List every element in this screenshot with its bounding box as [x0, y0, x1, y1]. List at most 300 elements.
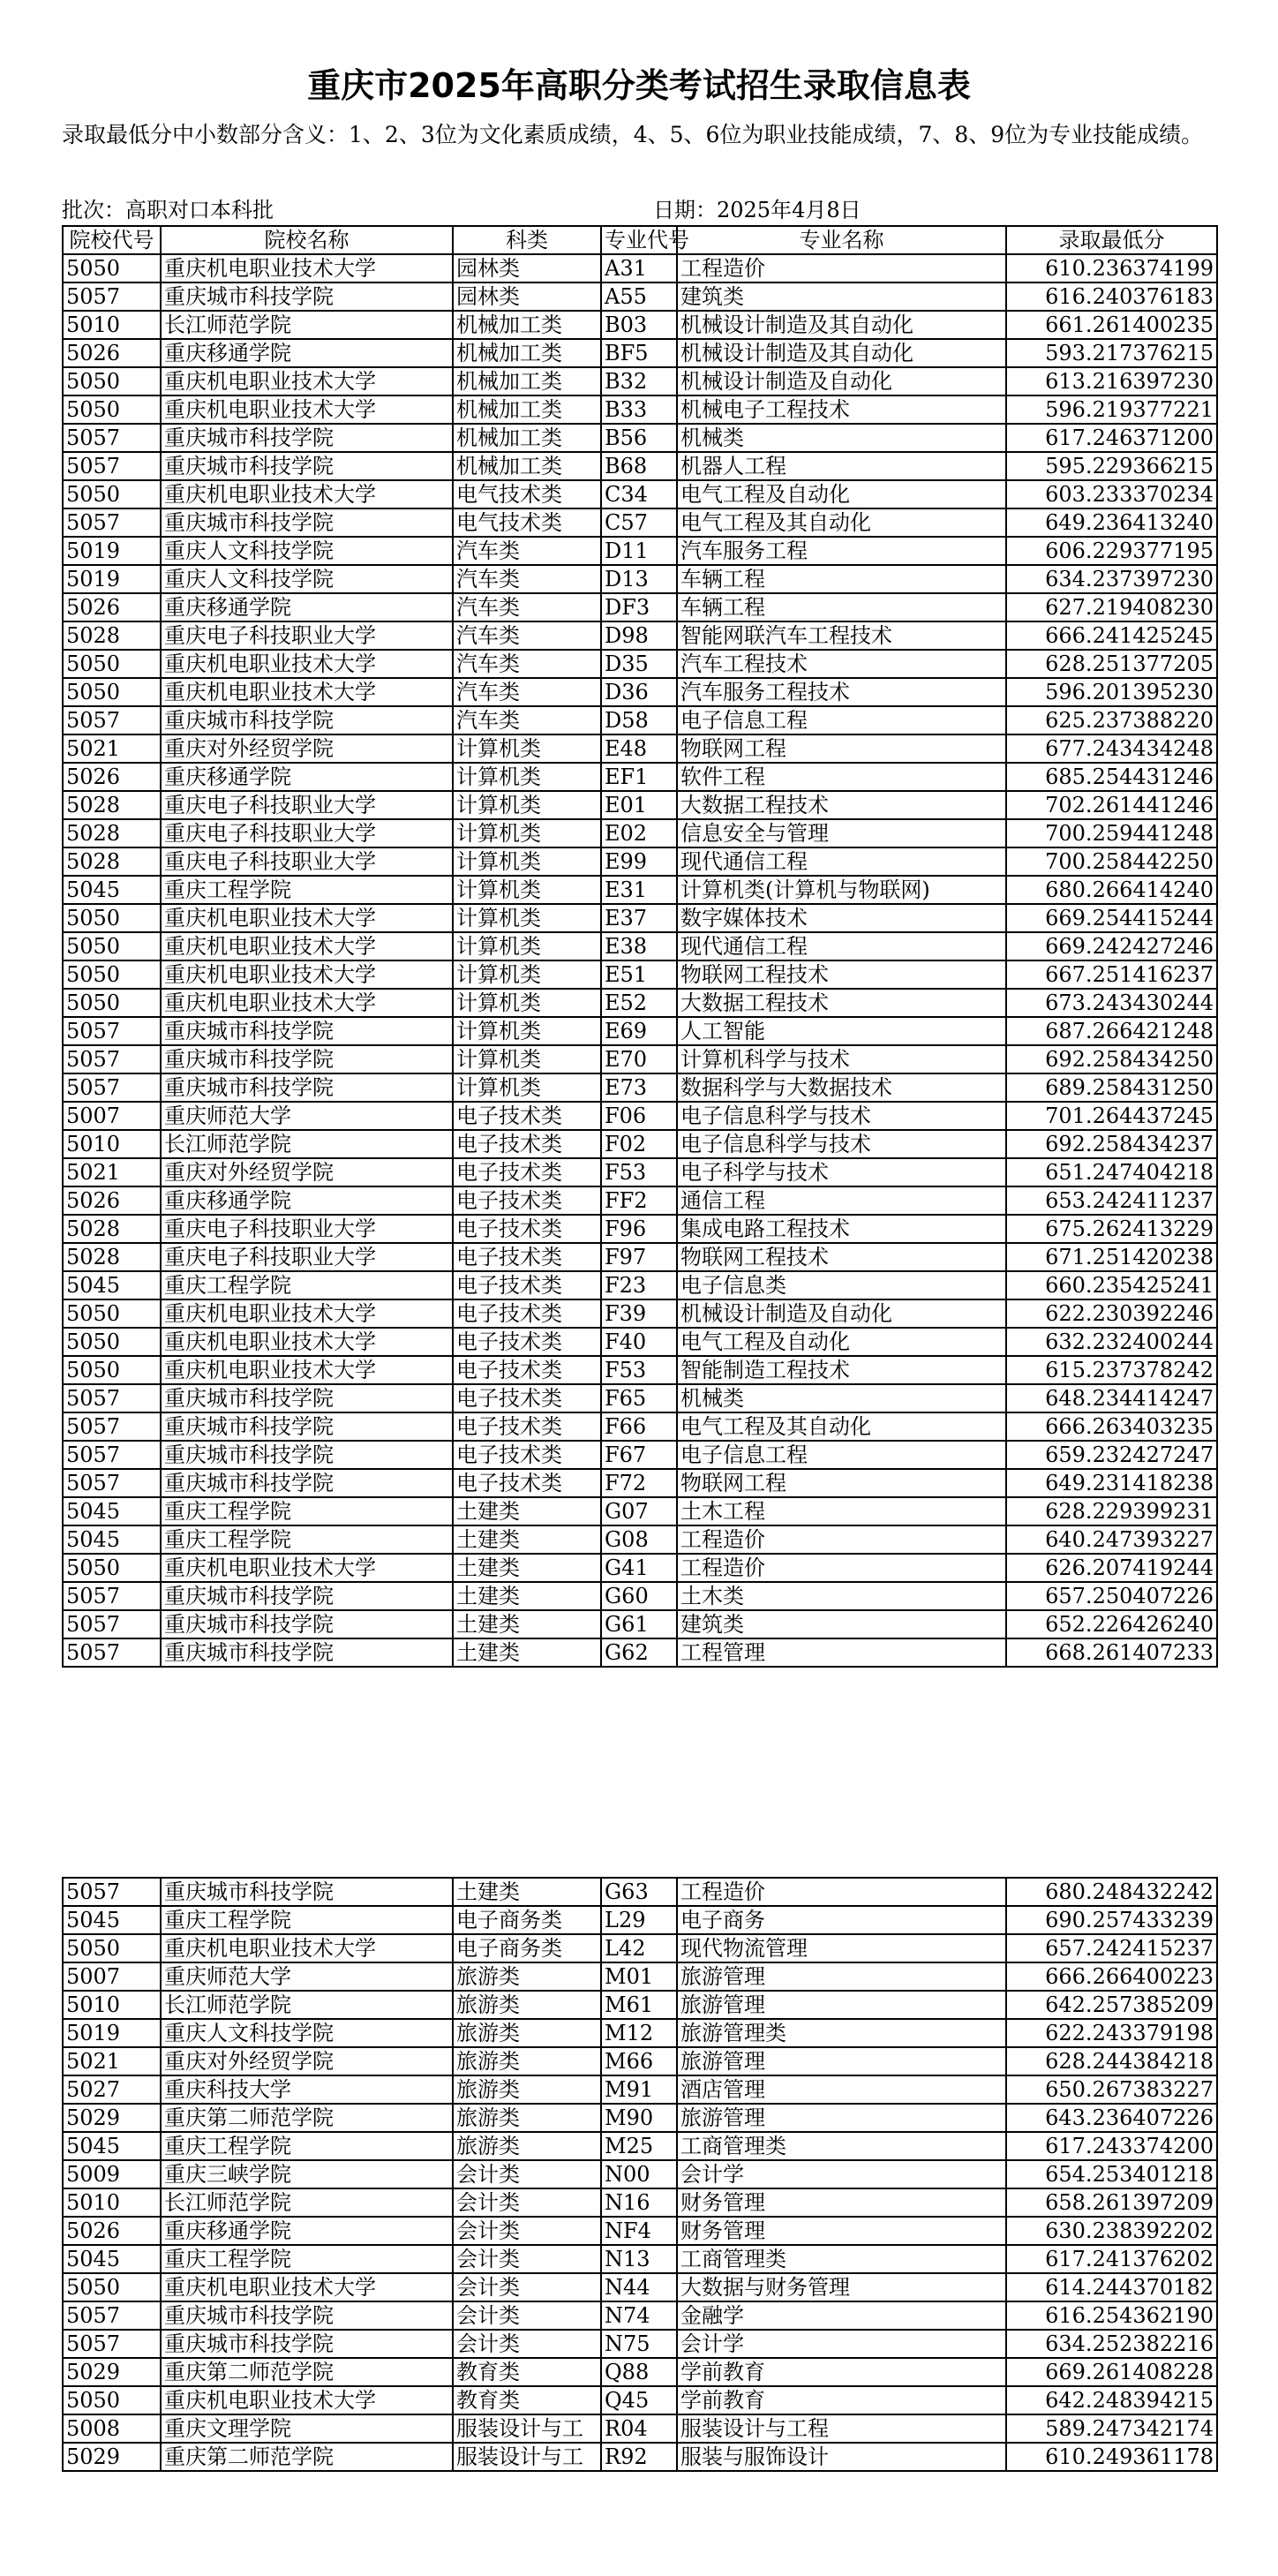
- table-row: [63, 508, 1217, 537]
- cell-school-name: 重庆城市科技学院: [161, 452, 453, 480]
- table-row: [63, 2160, 1217, 2188]
- cell-school-name: 重庆第二师范学院: [161, 2104, 453, 2132]
- cell-school-name: 重庆师范大学: [161, 1102, 453, 1130]
- cell-major-code: G08: [601, 1525, 677, 1554]
- table-row: [63, 1328, 1217, 1356]
- cell-major-name: 旅游管理: [677, 2047, 1006, 2075]
- cell-major-code: M91: [601, 2075, 677, 2104]
- cell-school-code: 5057: [63, 2330, 161, 2358]
- cell-school-name: 重庆机电职业技术大学: [161, 254, 453, 282]
- table-row: [63, 2132, 1217, 2160]
- table-row: [63, 2358, 1217, 2386]
- cell-school-name: 重庆机电职业技术大学: [161, 1328, 453, 1356]
- cell-school-code: 5028: [63, 1215, 161, 1243]
- table-row: [63, 1441, 1217, 1469]
- cell-major-code: E01: [601, 791, 677, 819]
- cell-major-code: G07: [601, 1497, 677, 1525]
- table-row: [63, 1102, 1217, 1130]
- cell-min-score: 603.233370234: [1006, 480, 1217, 508]
- cell-school-name: 重庆城市科技学院: [161, 1412, 453, 1441]
- cell-category: 园林类: [453, 254, 601, 282]
- batch-label: 批次：高职对口本科批: [62, 198, 274, 222]
- cell-min-score: 593.217376215: [1006, 339, 1217, 367]
- cell-school-code: 5050: [63, 678, 161, 706]
- cell-min-score: 700.258442250: [1006, 847, 1217, 876]
- cell-school-name: 重庆工程学院: [161, 1271, 453, 1299]
- cell-school-code: 5008: [63, 2414, 161, 2443]
- cell-school-name: 重庆文理学院: [161, 2414, 453, 2443]
- cell-school-name: 重庆移通学院: [161, 1186, 453, 1215]
- table-row: [63, 1962, 1217, 1991]
- cell-min-score: 630.238392202: [1006, 2217, 1217, 2245]
- cell-school-code: 5028: [63, 847, 161, 876]
- table-row: [63, 1271, 1217, 1299]
- cell-category: 计算机类: [453, 904, 601, 932]
- cell-major-code: C34: [601, 480, 677, 508]
- page-title: 重庆市2025年高职分类考试招生录取信息表: [307, 66, 971, 105]
- cell-category: 旅游类: [453, 2104, 601, 2132]
- cell-major-code: EF1: [601, 763, 677, 791]
- cell-category: 电子商务类: [453, 1934, 601, 1962]
- cell-school-code: 5057: [63, 1384, 161, 1412]
- cell-major-code: N13: [601, 2245, 677, 2273]
- table-row: [63, 621, 1217, 650]
- cell-major-name: 会计学: [677, 2330, 1006, 2358]
- cell-min-score: 657.250407226: [1006, 1582, 1217, 1610]
- cell-major-name: 工程造价: [677, 254, 1006, 282]
- cell-school-name: 重庆机电职业技术大学: [161, 960, 453, 989]
- cell-school-name: 重庆机电职业技术大学: [161, 904, 453, 932]
- table-row: [63, 2047, 1217, 2075]
- cell-school-code: 5057: [63, 1045, 161, 1073]
- table-row: [63, 1582, 1217, 1610]
- table-row: [63, 2104, 1217, 2132]
- cell-category: 机械加工类: [453, 452, 601, 480]
- cell-min-score: 622.230392246: [1006, 1299, 1217, 1328]
- cell-category: 电子技术类: [453, 1469, 601, 1497]
- table-row: [63, 2414, 1217, 2443]
- cell-major-name: 集成电路工程技术: [677, 1215, 1006, 1243]
- cell-major-name: 旅游管理: [677, 1991, 1006, 2019]
- col-header-major-code: 专业代号: [601, 226, 677, 254]
- cell-major-code: DF3: [601, 593, 677, 621]
- cell-min-score: 653.242411237: [1006, 1186, 1217, 1215]
- cell-school-name: 重庆城市科技学院: [161, 2301, 453, 2330]
- cell-school-name: 重庆工程学院: [161, 1497, 453, 1525]
- cell-major-code: Q88: [601, 2358, 677, 2386]
- table-row: [63, 2217, 1217, 2245]
- cell-school-name: 重庆电子科技职业大学: [161, 621, 453, 650]
- cell-school-code: 5045: [63, 2132, 161, 2160]
- cell-school-code: 5050: [63, 480, 161, 508]
- cell-school-code: 5010: [63, 1130, 161, 1158]
- cell-major-name: 机械设计制造及自动化: [677, 367, 1006, 395]
- table-row: [63, 1017, 1217, 1045]
- table-row: [63, 1525, 1217, 1554]
- table-row: [63, 452, 1217, 480]
- cell-major-name: 通信工程: [677, 1186, 1006, 1215]
- cell-min-score: 634.237397230: [1006, 565, 1217, 593]
- cell-min-score: 648.234414247: [1006, 1384, 1217, 1412]
- table-row: [63, 2075, 1217, 2104]
- cell-min-score: 628.244384218: [1006, 2047, 1217, 2075]
- cell-major-code: G61: [601, 1610, 677, 1638]
- cell-school-code: 5050: [63, 254, 161, 282]
- cell-major-code: F67: [601, 1441, 677, 1469]
- cell-major-code: M90: [601, 2104, 677, 2132]
- cell-school-code: 5045: [63, 1525, 161, 1554]
- cell-school-name: 重庆人文科技学院: [161, 565, 453, 593]
- cell-major-name: 旅游管理类: [677, 2019, 1006, 2047]
- table-row: [63, 282, 1217, 311]
- col-header-category: 科类: [453, 226, 601, 254]
- cell-min-score: 628.229399231: [1006, 1497, 1217, 1525]
- cell-major-code: E38: [601, 932, 677, 960]
- cell-min-score: 657.242415237: [1006, 1934, 1217, 1962]
- cell-school-code: 5028: [63, 791, 161, 819]
- cell-school-code: 5010: [63, 1991, 161, 2019]
- cell-major-code: D35: [601, 650, 677, 678]
- cell-min-score: 627.219408230: [1006, 593, 1217, 621]
- cell-category: 电子技术类: [453, 1356, 601, 1384]
- cell-min-score: 685.254431246: [1006, 763, 1217, 791]
- cell-major-name: 机械设计制造及其自动化: [677, 339, 1006, 367]
- cell-min-score: 658.261397209: [1006, 2188, 1217, 2217]
- table-row: [63, 1991, 1217, 2019]
- cell-min-score: 595.229366215: [1006, 452, 1217, 480]
- cell-school-code: 5026: [63, 339, 161, 367]
- table-row: [63, 1215, 1217, 1243]
- cell-major-name: 电气工程及其自动化: [677, 1412, 1006, 1441]
- cell-min-score: 671.251420238: [1006, 1243, 1217, 1271]
- cell-school-code: 5026: [63, 2217, 161, 2245]
- cell-school-name: 长江师范学院: [161, 311, 453, 339]
- cell-major-code: R04: [601, 2414, 677, 2443]
- cell-category: 电子技术类: [453, 1328, 601, 1356]
- cell-min-score: 690.257433239: [1006, 1906, 1217, 1934]
- table-row: [63, 791, 1217, 819]
- cell-major-name: 软件工程: [677, 763, 1006, 791]
- table-row: [63, 339, 1217, 367]
- table-row: [63, 1878, 1217, 1906]
- cell-category: 汽车类: [453, 621, 601, 650]
- cell-min-score: 616.254362190: [1006, 2301, 1217, 2330]
- cell-category: 旅游类: [453, 2019, 601, 2047]
- cell-major-code: M12: [601, 2019, 677, 2047]
- cell-category: 土建类: [453, 1582, 601, 1610]
- cell-school-code: 5029: [63, 2443, 161, 2471]
- table-row: [63, 734, 1217, 763]
- cell-school-code: 5050: [63, 932, 161, 960]
- cell-school-name: 重庆机电职业技术大学: [161, 989, 453, 1017]
- cell-school-name: 重庆移通学院: [161, 593, 453, 621]
- cell-major-code: A55: [601, 282, 677, 311]
- cell-min-score: 669.254415244: [1006, 904, 1217, 932]
- table-row: [63, 254, 1217, 282]
- cell-major-name: 数字媒体技术: [677, 904, 1006, 932]
- cell-school-code: 5028: [63, 621, 161, 650]
- table-row: [63, 565, 1217, 593]
- cell-min-score: 692.258434250: [1006, 1045, 1217, 1073]
- cell-school-name: 重庆城市科技学院: [161, 1073, 453, 1102]
- cell-major-name: 旅游管理: [677, 2104, 1006, 2132]
- cell-major-code: E31: [601, 876, 677, 904]
- cell-major-name: 物联网工程技术: [677, 960, 1006, 989]
- table-row: [63, 2245, 1217, 2273]
- cell-category: 服装设计与工: [453, 2414, 601, 2443]
- cell-school-name: 重庆机电职业技术大学: [161, 480, 453, 508]
- cell-category: 土建类: [453, 1878, 601, 1906]
- admission-table-part1: [62, 225, 1218, 1668]
- cell-school-code: 5029: [63, 2358, 161, 2386]
- cell-school-name: 重庆机电职业技术大学: [161, 2386, 453, 2414]
- cell-school-name: 重庆电子科技职业大学: [161, 1243, 453, 1271]
- cell-major-name: 机械设计制造及自动化: [677, 1299, 1006, 1328]
- cell-school-code: 5007: [63, 1102, 161, 1130]
- cell-category: 机械加工类: [453, 311, 601, 339]
- cell-major-code: M66: [601, 2047, 677, 2075]
- cell-min-score: 617.243374200: [1006, 2132, 1217, 2160]
- cell-school-name: 重庆城市科技学院: [161, 706, 453, 734]
- cell-major-name: 信息安全与管理: [677, 819, 1006, 847]
- table-row: [63, 2301, 1217, 2330]
- cell-school-code: 5057: [63, 452, 161, 480]
- col-header-school-code: 院校代号: [63, 226, 161, 254]
- cell-min-score: 677.243434248: [1006, 734, 1217, 763]
- cell-major-name: 大数据工程技术: [677, 989, 1006, 1017]
- cell-category: 会计类: [453, 2301, 601, 2330]
- cell-major-code: D36: [601, 678, 677, 706]
- cell-major-name: 酒店管理: [677, 2075, 1006, 2104]
- table-row: [63, 1158, 1217, 1186]
- cell-school-name: 重庆城市科技学院: [161, 1045, 453, 1073]
- cell-category: 电子技术类: [453, 1186, 601, 1215]
- cell-major-name: 数据科学与大数据技术: [677, 1073, 1006, 1102]
- cell-min-score: 642.257385209: [1006, 1991, 1217, 2019]
- table-row: [63, 395, 1217, 424]
- cell-category: 会计类: [453, 2217, 601, 2245]
- table-row: [63, 819, 1217, 847]
- cell-school-code: 5057: [63, 1582, 161, 1610]
- cell-major-name: 现代物流管理: [677, 1934, 1006, 1962]
- cell-category: 土建类: [453, 1638, 601, 1667]
- cell-school-name: 重庆第二师范学院: [161, 2358, 453, 2386]
- cell-school-name: 长江师范学院: [161, 2188, 453, 2217]
- cell-min-score: 640.247393227: [1006, 1525, 1217, 1554]
- cell-school-name: 重庆电子科技职业大学: [161, 1215, 453, 1243]
- cell-major-code: B68: [601, 452, 677, 480]
- cell-school-code: 5028: [63, 819, 161, 847]
- table-row: [63, 960, 1217, 989]
- cell-major-code: M01: [601, 1962, 677, 1991]
- table-row: [63, 593, 1217, 621]
- cell-school-name: 重庆工程学院: [161, 2132, 453, 2160]
- table-row: [63, 650, 1217, 678]
- cell-school-code: 5057: [63, 1073, 161, 1102]
- cell-min-score: 617.241376202: [1006, 2245, 1217, 2273]
- cell-school-name: 重庆电子科技职业大学: [161, 819, 453, 847]
- cell-school-name: 重庆对外经贸学院: [161, 734, 453, 763]
- cell-major-code: F96: [601, 1215, 677, 1243]
- cell-school-code: 5050: [63, 2273, 161, 2301]
- cell-school-name: 长江师范学院: [161, 1991, 453, 2019]
- cell-school-code: 5045: [63, 1906, 161, 1934]
- cell-school-name: 重庆机电职业技术大学: [161, 932, 453, 960]
- cell-school-code: 5050: [63, 2386, 161, 2414]
- cell-min-score: 680.266414240: [1006, 876, 1217, 904]
- table-row: [63, 1497, 1217, 1525]
- cell-major-name: 工商管理类: [677, 2132, 1006, 2160]
- cell-school-code: 5010: [63, 2188, 161, 2217]
- cell-major-name: 机械电子工程技术: [677, 395, 1006, 424]
- cell-min-score: 669.261408228: [1006, 2358, 1217, 2386]
- cell-school-name: 重庆电子科技职业大学: [161, 791, 453, 819]
- cell-major-name: 汽车服务工程: [677, 537, 1006, 565]
- cell-category: 电子技术类: [453, 1271, 601, 1299]
- table-row: [63, 367, 1217, 395]
- cell-school-code: 5050: [63, 989, 161, 1017]
- table-row: [63, 1356, 1217, 1384]
- cell-category: 机械加工类: [453, 339, 601, 367]
- cell-min-score: 687.266421248: [1006, 1017, 1217, 1045]
- cell-min-score: 613.216397230: [1006, 367, 1217, 395]
- cell-major-name: 计算机科学与技术: [677, 1045, 1006, 1073]
- cell-min-score: 666.241425245: [1006, 621, 1217, 650]
- cell-major-code: N44: [601, 2273, 677, 2301]
- cell-major-name: 金融学: [677, 2301, 1006, 2330]
- cell-school-name: 重庆人文科技学院: [161, 2019, 453, 2047]
- cell-min-score: 610.236374199: [1006, 254, 1217, 282]
- table-row: [63, 1906, 1217, 1934]
- cell-min-score: 666.263403235: [1006, 1412, 1217, 1441]
- cell-school-code: 5021: [63, 1158, 161, 1186]
- cell-school-name: 重庆对外经贸学院: [161, 2047, 453, 2075]
- cell-major-name: 机械类: [677, 1384, 1006, 1412]
- table-row: [63, 1130, 1217, 1158]
- cell-school-name: 重庆城市科技学院: [161, 1017, 453, 1045]
- table-row: [63, 537, 1217, 565]
- cell-major-code: E02: [601, 819, 677, 847]
- cell-category: 机械加工类: [453, 395, 601, 424]
- cell-min-score: 673.243430244: [1006, 989, 1217, 1017]
- cell-major-code: F06: [601, 1102, 677, 1130]
- table-row: [63, 1610, 1217, 1638]
- cell-school-name: 重庆城市科技学院: [161, 1610, 453, 1638]
- cell-major-code: B32: [601, 367, 677, 395]
- cell-major-code: N75: [601, 2330, 677, 2358]
- cell-major-code: F72: [601, 1469, 677, 1497]
- cell-major-code: F39: [601, 1299, 677, 1328]
- cell-major-code: G60: [601, 1582, 677, 1610]
- cell-major-code: F66: [601, 1412, 677, 1441]
- table-row: [63, 424, 1217, 452]
- cell-min-score: 660.235425241: [1006, 1271, 1217, 1299]
- cell-school-code: 5045: [63, 876, 161, 904]
- cell-major-code: R92: [601, 2443, 677, 2471]
- cell-major-code: F02: [601, 1130, 677, 1158]
- cell-category: 计算机类: [453, 989, 601, 1017]
- cell-major-name: 工程造价: [677, 1878, 1006, 1906]
- cell-school-code: 5029: [63, 2104, 161, 2132]
- cell-school-name: 重庆城市科技学院: [161, 1878, 453, 1906]
- cell-major-code: F65: [601, 1384, 677, 1412]
- cell-category: 土建类: [453, 1610, 601, 1638]
- cell-school-name: 重庆机电职业技术大学: [161, 1554, 453, 1582]
- cell-major-code: L29: [601, 1906, 677, 1934]
- cell-category: 旅游类: [453, 1991, 601, 2019]
- cell-category: 计算机类: [453, 819, 601, 847]
- cell-min-score: 596.201395230: [1006, 678, 1217, 706]
- cell-major-name: 电气工程及其自动化: [677, 508, 1006, 537]
- cell-major-name: 物联网工程技术: [677, 1243, 1006, 1271]
- cell-major-name: 大数据与财务管理: [677, 2273, 1006, 2301]
- cell-major-code: M25: [601, 2132, 677, 2160]
- cell-school-code: 5057: [63, 1878, 161, 1906]
- cell-min-score: 680.248432242: [1006, 1878, 1217, 1906]
- cell-category: 汽车类: [453, 537, 601, 565]
- cell-major-name: 人工智能: [677, 1017, 1006, 1045]
- cell-category: 电子技术类: [453, 1130, 601, 1158]
- cell-school-name: 重庆城市科技学院: [161, 508, 453, 537]
- cell-major-name: 现代通信工程: [677, 932, 1006, 960]
- cell-school-code: 5057: [63, 282, 161, 311]
- cell-school-name: 重庆第二师范学院: [161, 2443, 453, 2471]
- cell-major-code: D98: [601, 621, 677, 650]
- cell-school-code: 5021: [63, 2047, 161, 2075]
- table-row: [63, 480, 1217, 508]
- admission-table-part2: [62, 1877, 1218, 2472]
- cell-school-code: 5057: [63, 2301, 161, 2330]
- cell-major-code: E70: [601, 1045, 677, 1073]
- cell-category: 旅游类: [453, 2075, 601, 2104]
- cell-category: 计算机类: [453, 1073, 601, 1102]
- table-row: [63, 678, 1217, 706]
- table-row: [63, 847, 1217, 876]
- col-header-min-score: 录取最低分: [1006, 226, 1217, 254]
- table-row: [63, 706, 1217, 734]
- cell-min-score: 650.267383227: [1006, 2075, 1217, 2104]
- cell-min-score: 606.229377195: [1006, 537, 1217, 565]
- cell-school-name: 重庆机电职业技术大学: [161, 650, 453, 678]
- cell-major-name: 工程管理: [677, 1638, 1006, 1667]
- cell-school-name: 重庆机电职业技术大学: [161, 1934, 453, 1962]
- cell-major-code: E99: [601, 847, 677, 876]
- cell-school-code: 5050: [63, 1554, 161, 1582]
- cell-category: 计算机类: [453, 960, 601, 989]
- cell-major-code: N74: [601, 2301, 677, 2330]
- cell-major-name: 汽车工程技术: [677, 650, 1006, 678]
- cell-category: 计算机类: [453, 791, 601, 819]
- cell-min-score: 702.261441246: [1006, 791, 1217, 819]
- cell-major-name: 电子科学与技术: [677, 1158, 1006, 1186]
- cell-min-score: 649.236413240: [1006, 508, 1217, 537]
- cell-major-name: 电子信息科学与技术: [677, 1102, 1006, 1130]
- cell-school-name: 重庆对外经贸学院: [161, 1158, 453, 1186]
- cell-min-score: 654.253401218: [1006, 2160, 1217, 2188]
- cell-major-code: G63: [601, 1878, 677, 1906]
- cell-school-code: 5057: [63, 1610, 161, 1638]
- cell-category: 教育类: [453, 2358, 601, 2386]
- cell-major-name: 智能制造工程技术: [677, 1356, 1006, 1384]
- cell-school-code: 5021: [63, 734, 161, 763]
- table-row: [63, 1934, 1217, 1962]
- cell-school-code: 5050: [63, 1356, 161, 1384]
- table-row: [63, 1384, 1217, 1412]
- table-row: [63, 311, 1217, 339]
- cell-min-score: 652.226426240: [1006, 1610, 1217, 1638]
- cell-min-score: 651.247404218: [1006, 1158, 1217, 1186]
- cell-category: 电子技术类: [453, 1299, 601, 1328]
